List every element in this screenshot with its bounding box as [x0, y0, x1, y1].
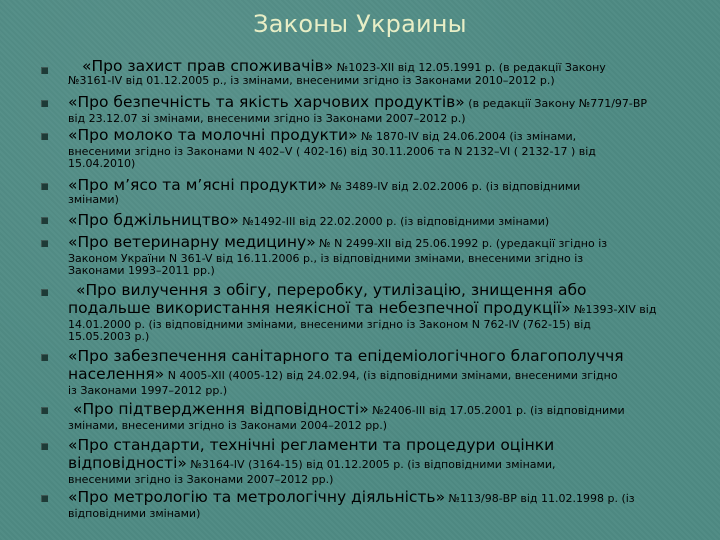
square-bullet-icon: [41, 183, 48, 190]
law-details-line2: змінами, внесеними згідно із Законами 2004–2012 рр.): [68, 418, 388, 432]
law-details-line3: Законами 1993–2011 рр.): [68, 264, 215, 277]
square-bullet-icon: [41, 407, 48, 414]
list-item-text: [68, 488, 698, 521]
law-details-line2: №3161-IV від 01.12.2005 р., із змінами, внесеними згідно із Законами 2010–2012 р.): [68, 74, 555, 87]
list-item-text-continued: [68, 74, 698, 89]
law-title: «Про забезпечення санітарного та епідеміологічного благополуччя: [68, 347, 624, 365]
square-bullet-icon: [41, 67, 48, 74]
square-bullet-icon: [41, 133, 48, 140]
list-item-text: [68, 400, 698, 433]
law-details: № N 2499-XII від 25.06.1992 р. (уредакції згідно із: [315, 237, 608, 250]
law-details-line2: внесеними згідно із Законами 2007–2012 рр.): [68, 472, 334, 486]
law-details: N 4005-XII (4005-12) від 24.02.94, (із відповідними змінами, внесеними згідно: [164, 369, 618, 382]
list-item-text: [68, 436, 698, 487]
law-title: «Про безпечність та якість харчових продуктів»: [68, 93, 465, 111]
law-title: «Про ветеринарну медицину»: [68, 233, 316, 251]
law-details-line2: відповідними змінами): [68, 506, 201, 520]
law-details: №3164-IV (3164-15) від 01.12.2005 р. (із відповідними змінами,: [186, 458, 556, 471]
law-title: «Про молоко та молочні продукти»: [68, 126, 358, 144]
law-title: «Про метрологію та метрологічну діяльність»: [68, 488, 446, 506]
list-item-text: [68, 281, 698, 345]
square-bullet-icon: [41, 240, 48, 247]
law-title-line2: відповідності»: [68, 454, 187, 472]
law-title: «Про захист прав споживачів»: [82, 57, 334, 75]
square-bullet-icon: [41, 354, 48, 361]
law-details: № 1870-IV від 24.06.2004 (із змінами,: [357, 130, 577, 143]
law-title: «Про м’ясо та м’ясні продукти»: [68, 176, 327, 194]
law-details-line2: 14.01.2000 р. (із відповідними змінами, внесеними згідно із Законом N 762-IV (762-15) від: [68, 317, 591, 331]
law-title: «Про бджільництво»: [68, 211, 239, 229]
law-details: № 3489-IV від 2.02.2006 р. (із відповідними: [326, 180, 581, 193]
law-details: №1393-XIV від: [570, 303, 657, 316]
law-details: №2406-III від 17.05.2001 р. (із відповідними: [368, 404, 625, 417]
list-item-text: [68, 93, 698, 126]
law-details-line2: від 23.12.07 зі змінами, внесеними згідно із Законами 2007–2012 р.): [68, 111, 466, 125]
law-details: (в редакції Закону №771/97-ВР: [464, 97, 648, 110]
law-title-line2: подальше використання неякісної та небезпечної продукції»: [68, 299, 571, 317]
law-details-line2: змінами): [68, 192, 119, 206]
square-bullet-icon: [41, 100, 48, 107]
slide-title: Законы Украины: [253, 10, 467, 38]
list-item-text: [68, 233, 698, 279]
square-bullet-icon: [41, 443, 48, 450]
law-title: «Про підтвердження відповідності»: [73, 400, 369, 418]
square-bullet-icon: [41, 289, 48, 296]
law-title: «Про стандарти, технічні регламенти та процедури оцінки: [68, 436, 555, 454]
law-title-line2: населення»: [68, 365, 165, 383]
law-details-line2: Законом України N 361-V від 16.11.2006 р., із відповідними змінами, внесеними згідно із: [68, 251, 584, 265]
law-details-line2: із Законами 1997–2012 рр.): [68, 383, 228, 397]
list-item-text: [68, 347, 698, 398]
law-details: №1023-XII від 12.05.1991 р. (в редакції Закону: [333, 61, 606, 74]
list-item-text: [68, 211, 698, 230]
law-details: №113/98-ВР від 11.02.1998 р. (із: [445, 492, 635, 505]
law-details: №1492-III від 22.02.2000 р. (із відповідними змінами): [238, 215, 550, 228]
law-details-line3: 15.05.2003 р.): [68, 330, 150, 343]
list-item-text: [82, 57, 712, 76]
square-bullet-icon: [41, 495, 48, 502]
law-details-line2: внесеними згідно із Законами N 402–V ( 402-16) від 30.11.2006 та N 2132–VI ( 2132-17 ) від: [68, 144, 596, 158]
law-title: «Про вилучення з обігу, переробку, утилізацію, знищення або: [76, 281, 587, 299]
square-bullet-icon: [41, 217, 48, 224]
list-item-text: [68, 126, 698, 172]
law-details-line3: 15.04.2010): [68, 157, 136, 170]
list-item-text: [68, 176, 698, 207]
